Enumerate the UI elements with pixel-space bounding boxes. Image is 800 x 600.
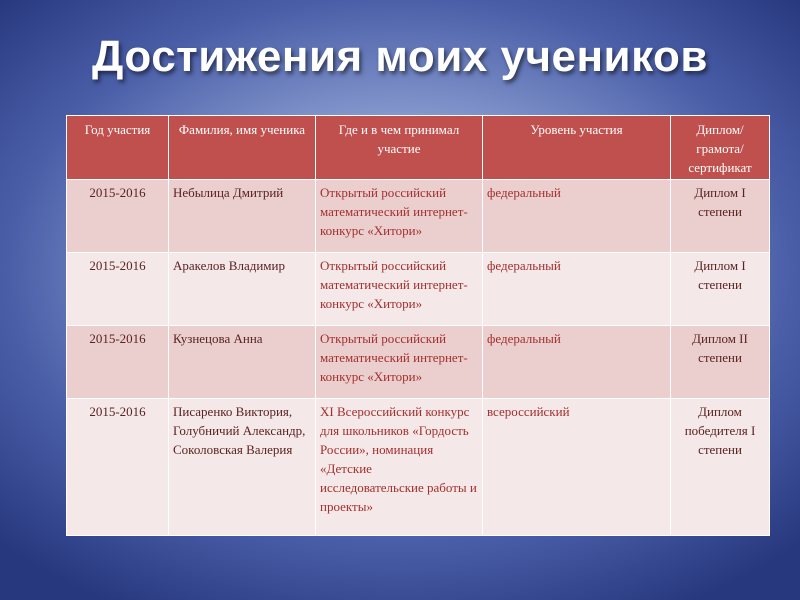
achievements-table	[66, 115, 770, 536]
cell-year: 2015-2016	[67, 399, 169, 536]
cell-level: федеральный	[483, 326, 671, 399]
cell-award: Диплом I степени	[671, 253, 770, 326]
cell-level: федеральный	[483, 253, 671, 326]
cell-year: 2015-2016	[67, 326, 169, 399]
cell-student-name: Небылица Дмитрий	[169, 180, 316, 253]
table-row	[67, 253, 770, 326]
header-award: Диплом/ грамота/ сертификат	[671, 116, 770, 180]
cell-award: Диплом победителя I степени	[671, 399, 770, 536]
cell-student-name: Аракелов Владимир	[169, 253, 316, 326]
cell-event: Открытый российский математический интернет-конкурс «Хитори»	[316, 326, 483, 399]
cell-year: 2015-2016	[67, 180, 169, 253]
table-row	[67, 180, 770, 253]
cell-student-name: Кузнецова Анна	[169, 326, 316, 399]
cell-student-name: Писаренко Виктория, Голубничий Александр, Соколовская Валерия	[169, 399, 316, 536]
header-year: Год участия	[67, 116, 169, 180]
table-header-row	[67, 116, 770, 180]
cell-award: Диплом I степени	[671, 180, 770, 253]
header-event: Где и в чем принимал участие	[316, 116, 483, 180]
cell-event: Открытый российский математический интернет-конкурс «Хитори»	[316, 253, 483, 326]
header-level: Уровень участия	[483, 116, 671, 180]
cell-year: 2015-2016	[67, 253, 169, 326]
cell-event: XI Всероссийский конкурс для школьников «Гордость России», номинация «Детские исследовательские работы и проекты»	[316, 399, 483, 536]
cell-level: федеральный	[483, 180, 671, 253]
table-row	[67, 326, 770, 399]
slide-title: Достижения моих учеников	[92, 32, 708, 81]
header-student-name: Фамилия, имя ученика	[169, 116, 316, 180]
table-row	[67, 399, 770, 536]
cell-event: Открытый российский математический интернет-конкурс «Хитори»	[316, 180, 483, 253]
cell-award: Диплом II степени	[671, 326, 770, 399]
cell-level: всероссийский	[483, 399, 671, 536]
